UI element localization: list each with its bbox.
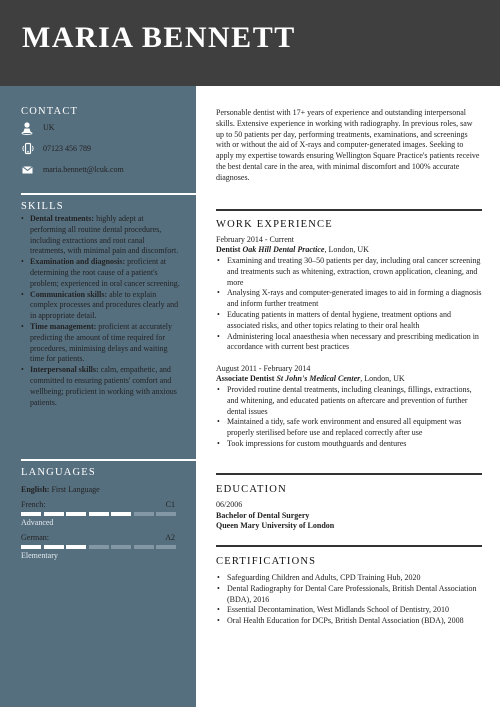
phone-icon — [21, 142, 35, 156]
sidebar-divider — [21, 193, 196, 195]
level-segment — [21, 545, 41, 549]
header-banner — [0, 0, 500, 86]
skill-item: • Examination and diagnosis: proficient at determining the root cause of a patient's problem; experienced in oral cancer screening. — [21, 257, 181, 289]
language-level-label: Advanced — [21, 518, 54, 527]
job-bullet: • Analysing X-rays and computer-generated images to aid in forming a diagnosis and inform further treatment — [216, 288, 482, 310]
job-bullets — [216, 256, 482, 353]
level-segment — [134, 512, 154, 516]
skill-item: • Interpersonal skills: calm, empathetic, and committed to ensuring patients' comfort and wellbeing; proficient in working with anxious patients. — [21, 365, 181, 408]
level-segment — [66, 545, 86, 549]
job-heading: Associate Dentist St John's Medical Center, London, UK — [216, 374, 405, 383]
level-segment — [156, 512, 176, 516]
section-divider — [216, 545, 482, 547]
person-pin-icon — [21, 121, 35, 135]
job-bullet: • Administering local anaesthesia when necessary and prescribing medication in accordance with current best practices — [216, 332, 482, 354]
level-segment — [44, 545, 64, 549]
language-name: French: — [21, 500, 46, 509]
certification-item: • Safeguarding Children and Adults, CPD Training Hub, 2020 — [216, 573, 482, 584]
job-bullet: • Educating patients in matters of dental hygiene, treatment options and associated risks, and other topics relating to their oral health — [216, 310, 482, 332]
job-bullets — [216, 385, 482, 450]
job-bullet: • Provided routine dental treatments, including cleanings, fillings, extractions, and whitening, and educated patients on aftercare and prevention of further dental issues — [216, 385, 482, 417]
languages-title: LANGUAGES — [21, 467, 96, 478]
language-code: C1 — [165, 500, 175, 509]
level-segment — [89, 512, 109, 516]
section-divider — [216, 209, 482, 211]
language-level-label: Elementary — [21, 551, 58, 560]
language-level-bar — [21, 512, 175, 516]
education-school: Queen Mary University of London — [216, 521, 335, 530]
envelope-icon — [21, 163, 35, 177]
job-heading: Dentist Oak Hill Dental Practice, London, UK — [216, 245, 369, 254]
level-segment — [21, 512, 41, 516]
skills-list — [21, 214, 181, 408]
contact-phone — [21, 142, 196, 158]
skill-item: • Communication skills: able to explain complex processes and procedures clearly and in appropriate detail. — [21, 290, 181, 322]
phone-text: 07123 456 789 — [43, 144, 91, 153]
language-code: A2 — [165, 533, 175, 542]
contact-title: CONTACT — [21, 106, 79, 117]
email-text[interactable]: maria.bennett@lcuk.com — [43, 165, 124, 174]
job-bullet: • Examining and treating 30–50 patients per day, including oral cancer screening and treatments such as whitening, extraction, crown application, cleaning, and more — [216, 256, 482, 288]
language-level-bar — [21, 545, 175, 549]
native-language: English: First Language — [21, 485, 100, 494]
job-bullet: • Maintained a tidy, safe work environment and ensured all equipment was properly sterilised before use and replaced correctly after use — [216, 417, 482, 439]
certifications-title: CERTIFICATIONS — [216, 556, 317, 567]
level-segment — [111, 512, 131, 516]
education-degree: Bachelor of Dental Surgery — [216, 511, 310, 520]
level-segment — [156, 545, 176, 549]
level-segment — [111, 545, 131, 549]
level-segment — [66, 512, 86, 516]
job-dates: August 2011 - February 2014 — [216, 364, 311, 373]
level-segment — [44, 512, 64, 516]
job-dates: February 2014 - Current — [216, 235, 294, 244]
contact-email — [21, 163, 196, 179]
skill-item: • Dental treatments: highly adept at performing all routine dental procedures, including extractions and root canal treatments, with minimal pain and discomfort. — [21, 214, 181, 257]
profile-summary: Personable dentist with 17+ years of experience and outstanding interpersonal skills. Extensive experience in working with radiography. In previous roles, saw up to 50 patients per day, performing treatments, examinations, and screenings with or without the aid of X-rays and computer-generated images. Seeking to apply my expertise towards ensuring Wellington Square Practice's patients receive the best dental care in the area, with minimal discomfort and 100% accurate diagnoses. — [216, 108, 480, 182]
contact-location — [21, 121, 196, 137]
certification-item: • Dental Radiography for Dental Care Professionals, British Dental Association (BDA), 2016 — [216, 584, 482, 606]
language-name: German: — [21, 533, 49, 542]
work-title: WORK EXPERIENCE — [216, 219, 333, 230]
level-segment — [134, 545, 154, 549]
location-text: UK — [43, 123, 55, 132]
sidebar-divider — [21, 459, 196, 461]
job-bullet: • Took impressions for custom mouthguards and dentures — [216, 439, 482, 450]
candidate-name: MARIA BENNETT — [22, 21, 296, 54]
certification-item: • Oral Health Education for DCPs, British Dental Association (BDA), 2008 — [216, 616, 482, 627]
skills-title: SKILLS — [21, 201, 64, 212]
skill-item: • Time management: proficient at accurately predicting the amount of time required for procedures, minimising delays and waiting time for patients. — [21, 322, 181, 365]
level-segment — [89, 545, 109, 549]
section-divider — [216, 473, 482, 475]
certification-item: • Essential Decontamination, West Midlands School of Dentistry, 2010 — [216, 605, 482, 616]
education-title: EDUCATION — [216, 484, 287, 495]
education-date: 06/2006 — [216, 500, 243, 509]
certifications-list — [216, 573, 482, 627]
